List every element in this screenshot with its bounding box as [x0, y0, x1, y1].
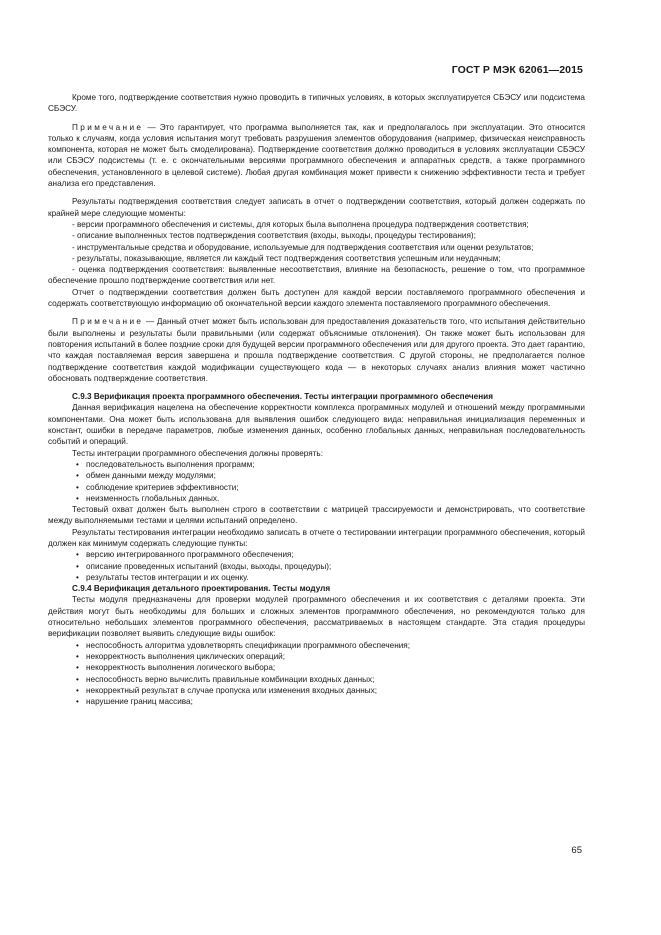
intro-paragraph: Кроме того, подтверждение соответствия нужно проводить в типичных условиях, в которых эксплуатируется СБЭСУ или подсистема СБЭСУ.: [48, 93, 585, 114]
note-1-text: — Это гарантирует, что программа выполняется так, как и предполагалось при эксплуатации. Это относится только к случаям, когда условия испытания могут требовать разрушения элементов оборудования (например, физическая неисправность компонента, которая не может быть смоделирована). Подтверждение соответствия должно проводиться в условиях эксплуатации СБЭСУ или СБЭСУ подсистемы (т. е. с окончательными версиями программного обеспечения и аппаратных средств, а также программного обеспечения, установленного в целевой системе). Любая другая комбинация может привести к снижению эффективности теста и требует анализа его представления.: [48, 122, 585, 189]
list-item: - версии программного обеспечения и системы, для которых была выполнена процедура подтверждения соответствия;: [48, 219, 585, 230]
section-c93-paragraph-4: Результаты тестирования интеграции необходимо записать в отчете о тестировании интеграции программного обеспечения, который должен как минимум содержать следующие пункты:: [48, 527, 585, 548]
section-c93-list: [48, 459, 585, 504]
list-item: - результаты, показывающие, является ли каждый тест подтверждения соответствия успешным или неудачным;: [48, 253, 585, 264]
list-item: • нарушение границ массива;: [48, 696, 585, 707]
section-c94-paragraph-1: Тесты модуля предназначены для проверки модулей программного обеспечения и их соответствия с деталями проекта. Эти действия могут быть необходимы для больших и сложных элементов программного обеспечения, но рекомендуются только для относительно небольших элементов программного обеспечения, рассматриваемых в настоящем стандарте. Эта стадия процедуры верификации позволяет выявить следующие виды ошибок:: [48, 595, 585, 639]
list-item: - оценка подтверждения соответствия: выявленные несоответствия, влияние на безопасность, решение о том, что программное обеспечение прошло подтверждение соответствия или нет.: [48, 264, 585, 287]
note-1: [48, 122, 585, 190]
list-item: • результаты тестов интеграции и их оценку.: [48, 572, 585, 583]
list-item: • некорректность выполнения логического выбора;: [48, 662, 585, 673]
list-item: - описание выполненных тестов подтверждения соответствия (входы, выходы, процедуры тестирования);: [48, 230, 585, 241]
section-c93-paragraph-3: Тестовый охват должен быть выполнен строго в соответствии с матрицей трассируемости и демонстрировать, что соответствие между выполняемыми тестами и целями испытаний определено.: [48, 505, 585, 526]
list-item: • описание проведенных испытаний (входы, выходы, процедуры);: [48, 561, 585, 572]
note-1-label: Примечание: [72, 122, 144, 132]
note-2: [48, 316, 585, 384]
note-2-label: Примечание: [72, 317, 144, 327]
section-c93-paragraph-1: Данная верификация нацелена на обеспечение корректности комплекса программных модулей и отношений между программными компонентами. Она может быть использована для выявления ошибок следующего вида: неправильная инициализация переменных и констант, ошибки в передаче параметров, любые изменения данных, особенно глобальных данных, неправильная последовательность событий и операций.: [48, 403, 585, 447]
section-c93-heading: С.9.3 Верификация проекта программного обеспечения. Тесты интеграции программного обеспечения: [72, 392, 493, 402]
page-number: 65: [571, 845, 582, 856]
list-item: • некорректность выполнения циклических операций;: [48, 651, 585, 662]
section-c94-heading: С.9.4 Верификация детального проектирования. Тесты модуля: [72, 584, 331, 594]
list-item: • обмен данными между модулями;: [48, 470, 585, 481]
section-c93-paragraph-2: Тесты интеграции программного обеспечения должны проверять:: [72, 448, 323, 458]
list-item: • неизменность глобальных данных.: [48, 493, 585, 504]
page-content: [48, 92, 585, 707]
document-header: ГОСТ Р МЭК 62061—2015: [451, 64, 583, 76]
list-item: - инструментальные средства и оборудование, используемые для подтверждения соответствия или оценки результатов;: [48, 242, 585, 253]
report-paragraph: Отчет о подтверждении соответствия должен быть доступен для каждой версии поставляемого программного обеспечения и содержать соответствующую информацию об окончательной версии каждого элемента поставляемого программного обеспечения.: [48, 287, 585, 309]
list-item: • неспособность алгоритма удовлетворять спецификации программного обеспечения;: [48, 640, 585, 651]
results-paragraph: Результаты подтверждения соответствия следует записать в отчет о подтверждении соответствия, который должен содержать по крайней мере следующие моменты:: [48, 197, 585, 218]
list-item: • соблюдение критериев эффективности;: [48, 482, 585, 493]
section-c94-list: [48, 640, 585, 708]
note-2-text: — Данный отчет может быть использован для предоставления доказательств того, что испытания действительно были выполнены и результаты были правильными (или содержат объяснимые отклонения). Он также может быть использован для повторения испытаний в более поздние сроки для будущей версии программного обеспечения или для другого проекта. Это дает гарантию, что каждая поставляемая версия завершена и прошла подтверждение соответствия. С другой стороны, не предполагается полное подтверждение соответствия каждой модификации существующего кода — в некоторых случаях анализ влияния может частично обосновать подтверждение соответствия.: [48, 317, 585, 383]
list-item: • последовательность выполнения программ;: [48, 459, 585, 470]
list-item: • версию интегрированного программного обеспечения;: [48, 549, 585, 560]
section-c93-list-2: [48, 549, 585, 583]
results-list: [48, 219, 585, 287]
list-item: • некорректный результат в случае пропуска или изменения входных данных;: [48, 685, 585, 696]
list-item: • неспособность верно вычислить правильные комбинации входных данных;: [48, 674, 585, 685]
